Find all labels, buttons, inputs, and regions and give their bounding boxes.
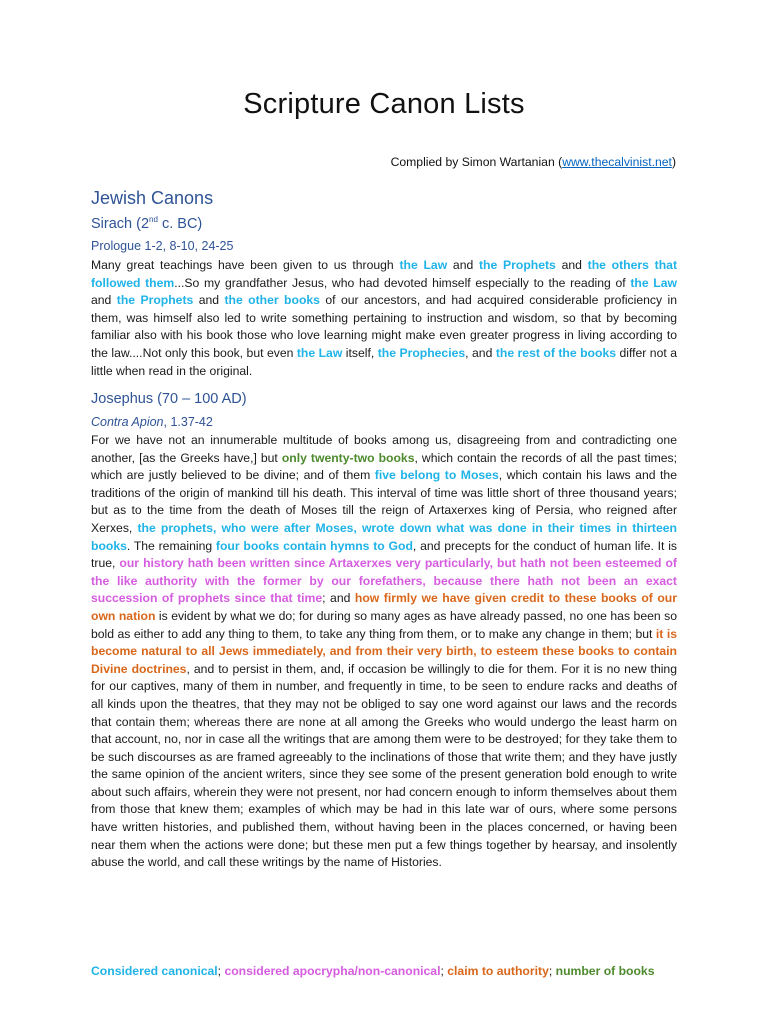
authority-highlight: it is become natural to all Jews immediately, and from their very birth, to esteem these books to contain Divine doctrines <box>91 626 678 676</box>
legend-separator: ; <box>548 964 556 978</box>
text-run: differ not a little when read in the original. <box>91 345 677 378</box>
canonical-highlight: four books contain hymns to God <box>215 538 413 553</box>
canonical-highlight: the Prophets <box>479 258 556 272</box>
number-highlight: only twenty-two books <box>281 450 415 465</box>
text-run: , and precepts for the conduct of human life. It is true, <box>91 538 678 571</box>
page-title: Scripture Canon Lists <box>243 88 525 120</box>
work-reference: , 1.37-42 <box>163 415 213 429</box>
authority-highlight: how firmly we have given credit to these books of our own nation <box>91 591 677 623</box>
legend-separator: ; <box>217 964 225 978</box>
section-heading-jewish-canons: Jewish Canons <box>91 188 214 208</box>
text-run: of our ancestors, and had acquired considerable proficiency in them, was himself also led to write something pertaining to instruction and wisdom, so that by becoming familiar also with his book those who love learning might make even greater progress in living according to the law....Not only this book, but even <box>91 293 677 360</box>
website-link[interactable]: www.thecalvinist.net <box>562 155 672 169</box>
text-run: and <box>193 293 225 308</box>
text-run: and <box>91 293 117 308</box>
canonical-highlight: the Law <box>296 345 343 360</box>
apocrypha-highlight: our history hath been written since Artaxerxes very particularly, but hath not been esteemed of the like authority with the former by our forefathers, because there hath not been an exact succession of prophets since that time <box>91 556 677 606</box>
legend-authority: claim to authority <box>447 964 549 978</box>
canonical-highlight: the Law <box>630 275 677 290</box>
compiled-by-line <box>391 155 676 169</box>
canonical-highlight: five belong to Moses <box>374 468 499 483</box>
canonical-highlight: the others that followed them <box>91 258 678 290</box>
subheading-prologue: Prologue 1-2, 8-10, 24-25 <box>91 239 234 253</box>
text-run: , which contain his laws and the traditions of the origin of mankind till his death. This interval of time was little short of three thousand years; but as to the time from the death of Moses till the reign of Artaxerxes king of Persia, who reigned after Xerxes, <box>91 468 677 535</box>
text-run: and <box>555 258 588 272</box>
legend-separator: ; <box>440 964 448 978</box>
josephus-paragraph <box>91 432 677 872</box>
sirach-heading-sup: nd <box>149 215 158 225</box>
canonical-highlight: the rest of the books <box>495 345 616 360</box>
canonical-highlight: the Prophets <box>116 293 194 308</box>
sirach-heading-main: Sirach (2 <box>91 216 150 232</box>
text-run: , which contain the records of all the past times; which are justly believed to be divine; and of them <box>91 450 677 483</box>
legend-number-of-books: number of books <box>555 964 655 978</box>
text-run: Many great teachings have been given to us through <box>91 258 400 272</box>
sirach-paragraph <box>91 257 677 380</box>
canonical-highlight: the Law <box>399 258 448 272</box>
legend-apocrypha: considered apocrypha/non-canonical <box>224 964 441 978</box>
text-run: ; and <box>322 591 355 606</box>
text-run: itself, <box>342 345 378 360</box>
canonical-highlight: the Prophecies <box>377 345 466 360</box>
text-run: and <box>447 258 479 272</box>
text-run: is evident by what we do; for during so many ages as have already passed, no one has been so bold as either to add any thing to them, to take any thing from them, or to make any change in them; but <box>91 608 678 641</box>
compiled-prefix: Complied by Simon Wartanian ( <box>390 155 563 169</box>
compiled-suffix: ) <box>671 155 676 169</box>
legend-canonical: Considered canonical <box>91 964 218 978</box>
text-run: For we have not an innumerable multitude of books among us, disagreeing from and contradicting one another, [as the Greeks have,] but <box>91 433 677 465</box>
sirach-heading-end: c. BC) <box>157 216 203 232</box>
text-run: , and <box>465 345 496 360</box>
subheading-contra-apion <box>91 415 213 429</box>
text-run: , and to persist in them, and, if occasion be willingly to die for them. For it is no new thing for our captives, many of them in number, and frequently in time, to be seen to endure racks and deaths of all kinds upon the theatres, that they may not be obliged to say one word against our laws and the records that contain them; whereas there are none at all among the Greeks who would undergo the least harm on that account, no, nor in case all the writings that are among them were to be destroyed; for they take them to be such discourses as are framed agreeably to the inclinations of those that write them; and they have justly the same opinion of the ancient writers, since they see some of the present generation bold enough to write about such affairs, wherein they were not present, nor had concern enough to inform themselves about them from those that knew them; examples of which may be had in this late war of ours, where some persons have written histories, and published them, without having been in the places concerned, or having been near them when the actions were done; but these men put a few things together by hearsay, and insolently abuse the world, and call these writings by the name of Histories. <box>91 661 677 870</box>
heading-sirach <box>91 216 202 232</box>
text-run: ...So my grandfather Jesus, who had devoted himself especially to the reading of <box>174 275 631 290</box>
work-title: Contra Apion <box>91 415 164 429</box>
color-legend <box>91 964 654 978</box>
heading-josephus: Josephus (70 – 100 AD) <box>91 391 247 407</box>
text-run: . The remaining <box>126 538 216 553</box>
canonical-highlight: the prophets, who were after Moses, wrote down what was done in their times in thirteen books <box>91 520 677 553</box>
canonical-highlight: the other books <box>224 293 320 308</box>
